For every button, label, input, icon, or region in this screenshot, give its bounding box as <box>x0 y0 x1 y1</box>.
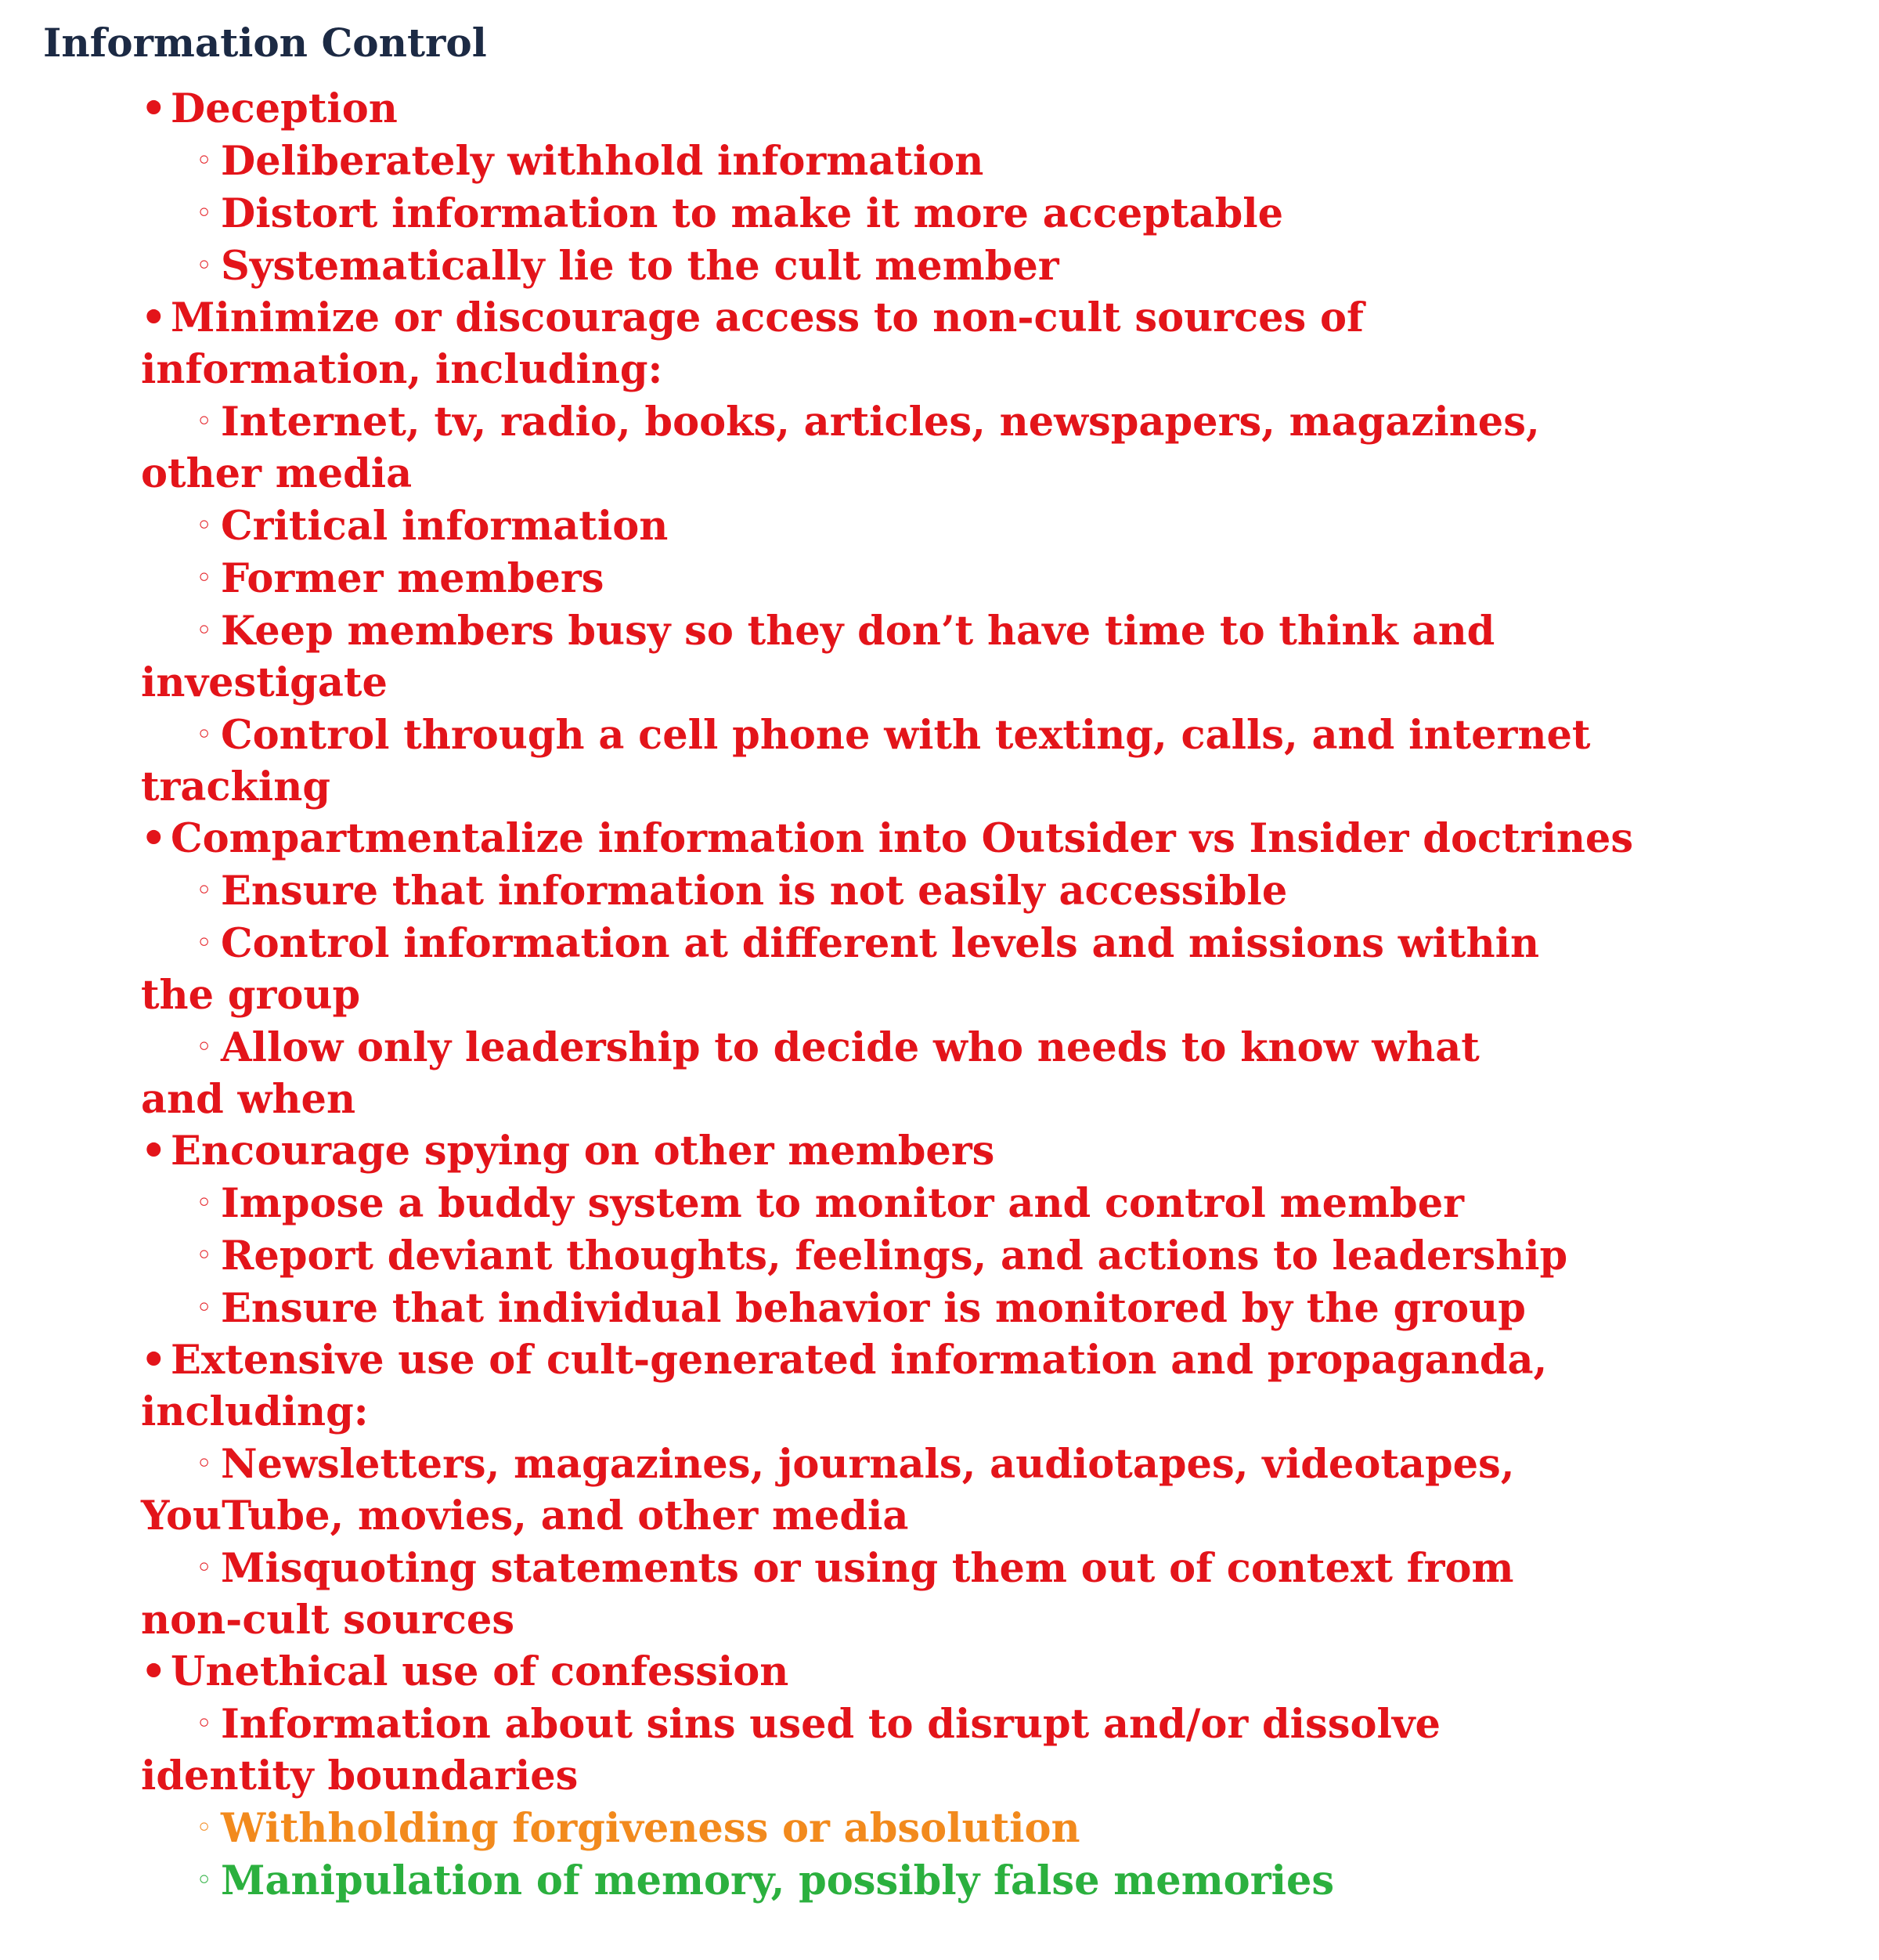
sub-bullet-item <box>141 1542 1863 1594</box>
hollow-bullet-icon: ◦ <box>196 144 213 177</box>
bullet-icon: • <box>141 294 167 341</box>
line-text: Manipulation of memory, possibly false memories <box>221 1857 1335 1904</box>
wrapped-line <box>141 1750 1863 1802</box>
hollow-bullet-icon: ◦ <box>196 1811 213 1844</box>
line-text: the group <box>141 972 361 1019</box>
sub-bullet-item <box>141 1438 1863 1490</box>
line-text: Allow only leadership to decide who needs to know what <box>221 1024 1480 1071</box>
wrapped-line <box>141 1074 1863 1125</box>
line-text: Minimize or discourage access to non-cult sources of <box>171 294 1364 341</box>
sub-bullet-item <box>141 709 1863 761</box>
line-text: Extensive use of cult-generated information and propaganda, <box>171 1337 1548 1384</box>
sub-bullet-item <box>141 864 1863 917</box>
bullet-item <box>141 1125 1863 1177</box>
line-text: Ensure that information is not easily accessible <box>221 868 1288 915</box>
line-text: Former members <box>221 555 604 602</box>
sub-bullet-item <box>141 395 1863 448</box>
wrapped-line <box>141 448 1863 500</box>
wrapped-line <box>141 1594 1863 1646</box>
bullet-icon: • <box>141 85 167 132</box>
bullet-item <box>141 1334 1863 1386</box>
sub-bullet-item <box>141 500 1863 552</box>
hollow-bullet-icon: ◦ <box>196 1447 213 1480</box>
line-text: and when <box>141 1076 356 1123</box>
line-text: Unethical use of confession <box>171 1648 789 1695</box>
line-text: Impose a buddy system to monitor and control member <box>221 1180 1465 1227</box>
line-text: Systematically lie to the cult member <box>221 243 1059 290</box>
sub-bullet-item <box>141 1021 1863 1074</box>
wrapped-line <box>141 1386 1863 1438</box>
sub-bullet-item <box>141 1698 1863 1750</box>
sub-bullet-item <box>141 1282 1863 1334</box>
hollow-bullet-icon: ◦ <box>196 1031 213 1063</box>
bullet-icon: • <box>141 1128 167 1175</box>
wrapped-line <box>141 761 1863 813</box>
hollow-bullet-icon: ◦ <box>196 561 213 594</box>
sub-bullet-item <box>141 135 1863 187</box>
line-text: Information about sins used to disrupt and/or dissolve <box>221 1701 1441 1748</box>
line-text: Withholding forgiveness or absolution <box>221 1805 1080 1852</box>
hollow-bullet-icon: ◦ <box>196 1551 213 1584</box>
sub-bullet-item <box>141 605 1863 657</box>
sub-bullet-item <box>141 187 1863 240</box>
outline-list <box>141 83 1863 1907</box>
line-text: information, including: <box>141 346 663 393</box>
bullet-icon: • <box>141 1648 167 1695</box>
line-text: Report deviant thoughts, feelings, and actions to leadership <box>221 1233 1568 1280</box>
line-text: non-cult sources <box>141 1597 515 1644</box>
line-text: investigate <box>141 659 388 706</box>
sub-bullet-item <box>141 1229 1863 1282</box>
line-text: Control through a cell phone with texting, calls, and internet <box>221 712 1591 759</box>
sub-bullet-item <box>141 1854 1863 1907</box>
line-text: Deliberately withhold information <box>221 138 984 185</box>
hollow-bullet-icon: ◦ <box>196 614 213 647</box>
hollow-bullet-icon: ◦ <box>196 405 213 438</box>
hollow-bullet-icon: ◦ <box>196 1707 213 1740</box>
hollow-bullet-icon: ◦ <box>196 718 213 751</box>
sub-bullet-item <box>141 240 1863 292</box>
line-text: Distort information to make it more acceptable <box>221 190 1284 237</box>
bullet-item <box>141 813 1863 864</box>
wrapped-line <box>141 1490 1863 1542</box>
bullet-icon: • <box>141 1337 167 1384</box>
hollow-bullet-icon: ◦ <box>196 197 213 229</box>
hollow-bullet-icon: ◦ <box>196 509 213 542</box>
line-text: Control information at different levels and missions within <box>221 920 1540 967</box>
wrapped-line <box>141 969 1863 1021</box>
line-text: other media <box>141 450 413 497</box>
line-text: Encourage spying on other members <box>171 1128 995 1175</box>
wrapped-line <box>141 344 1863 395</box>
hollow-bullet-icon: ◦ <box>196 249 213 282</box>
hollow-bullet-icon: ◦ <box>196 1186 213 1219</box>
sub-bullet-item <box>141 917 1863 969</box>
sub-bullet-item <box>141 1177 1863 1229</box>
line-text: Critical information <box>221 503 669 550</box>
wrapped-line <box>141 657 1863 709</box>
line-text: Misquoting statements or using them out of context from <box>221 1545 1514 1592</box>
sub-bullet-item <box>141 552 1863 605</box>
bullet-item <box>141 83 1863 135</box>
line-text: Deception <box>171 85 398 132</box>
sub-bullet-item <box>141 1802 1863 1854</box>
line-text: identity boundaries <box>141 1752 579 1799</box>
hollow-bullet-icon: ◦ <box>196 1239 213 1272</box>
hollow-bullet-icon: ◦ <box>196 1864 213 1897</box>
page-title: Information Control <box>43 20 487 66</box>
hollow-bullet-icon: ◦ <box>196 926 213 959</box>
line-text: Ensure that individual behavior is monitored by the group <box>221 1285 1526 1332</box>
line-text: tracking <box>141 763 330 810</box>
hollow-bullet-icon: ◦ <box>196 874 213 907</box>
bullet-item <box>141 1646 1863 1698</box>
line-text: Internet, tv, radio, books, articles, newspapers, magazines, <box>221 399 1540 446</box>
bullet-item <box>141 292 1863 344</box>
hollow-bullet-icon: ◦ <box>196 1291 213 1324</box>
line-text: Compartmentalize information into Outsider vs Insider doctrines <box>171 815 1634 862</box>
line-text: Newsletters, magazines, journals, audiotapes, videotapes, <box>221 1441 1515 1488</box>
line-text: Keep members busy so they don’t have time to think and <box>221 608 1495 655</box>
bullet-icon: • <box>141 815 167 862</box>
line-text: including: <box>141 1388 369 1435</box>
line-text: YouTube, movies, and other media <box>141 1493 909 1539</box>
